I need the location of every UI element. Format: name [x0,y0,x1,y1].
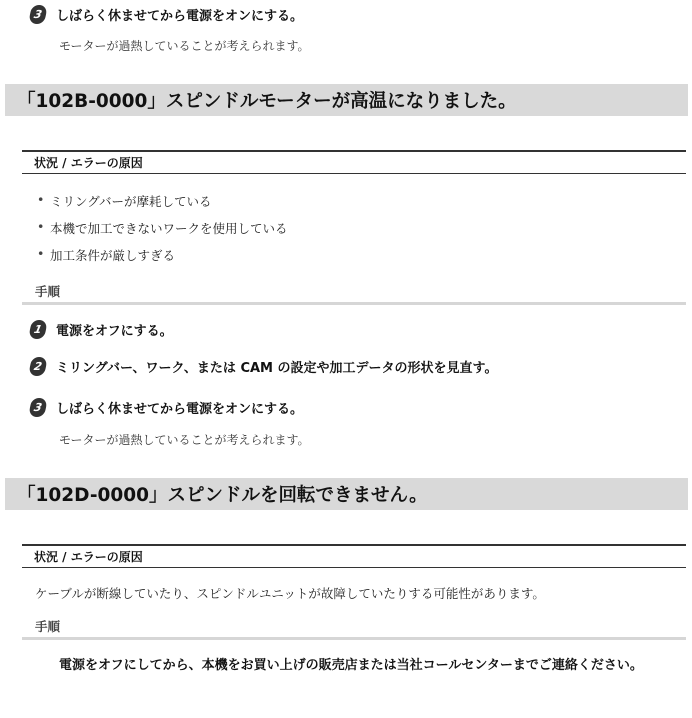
procedure-text: 電源をオフにしてから、本機をお買い上げの販売店または当社コールセンターまでご連絡ください。 [59,658,643,673]
procedure-step-3 [30,398,303,417]
section-heading-102d [5,478,688,510]
step-note: モーターが過熱していることが考えられます。 [59,39,310,53]
procedure-step-1 [30,320,173,339]
top-step-3 [30,5,303,24]
step-number-icon: 3 [28,398,48,417]
step-text: しばらく休ませてから電源をオンにする。 [56,9,304,24]
step-number-icon: 2 [28,357,48,376]
cause-item: • 加工条件が厳しすぎる [50,246,175,264]
step-number-icon: 1 [28,320,48,339]
cause-item: • ミリングバーが摩耗している [50,192,212,210]
section-title: 「102B-0000」スピンドルモーターが高温になりました。 [17,91,517,112]
procedure-step-2 [30,357,497,376]
procedure-heading [22,616,686,640]
section-heading-102b [5,84,688,116]
section-title: 「102D-0000」スピンドルを回転できません。 [17,485,428,506]
procedure-heading-label: 手順 [35,619,61,634]
step-note: モーターが過熱していることが考えられます。 [59,433,310,447]
step-text: 電源をオフにする。 [56,324,173,339]
procedure-heading-label: 手順 [35,284,61,299]
step-number-icon: 3 [28,5,48,24]
cause-text: ケーブルが断線していたり、スピンドルユニットが故障していたりする可能性があります。 [35,586,545,601]
cause-item: • 本機で加工できないワークを使用している [50,219,288,237]
step-text: しばらく休ませてから電源をオンにする。 [56,402,304,417]
cause-heading-label: 状況 / エラーの原因 [34,156,143,170]
procedure-heading [22,281,686,305]
cause-heading [22,150,686,174]
cause-heading-label: 状況 / エラーの原因 [34,550,143,564]
cause-heading [22,544,686,568]
step-text: ミリングバー、ワーク、または CAM の設定や加工データの形状を見直す。 [56,361,498,376]
